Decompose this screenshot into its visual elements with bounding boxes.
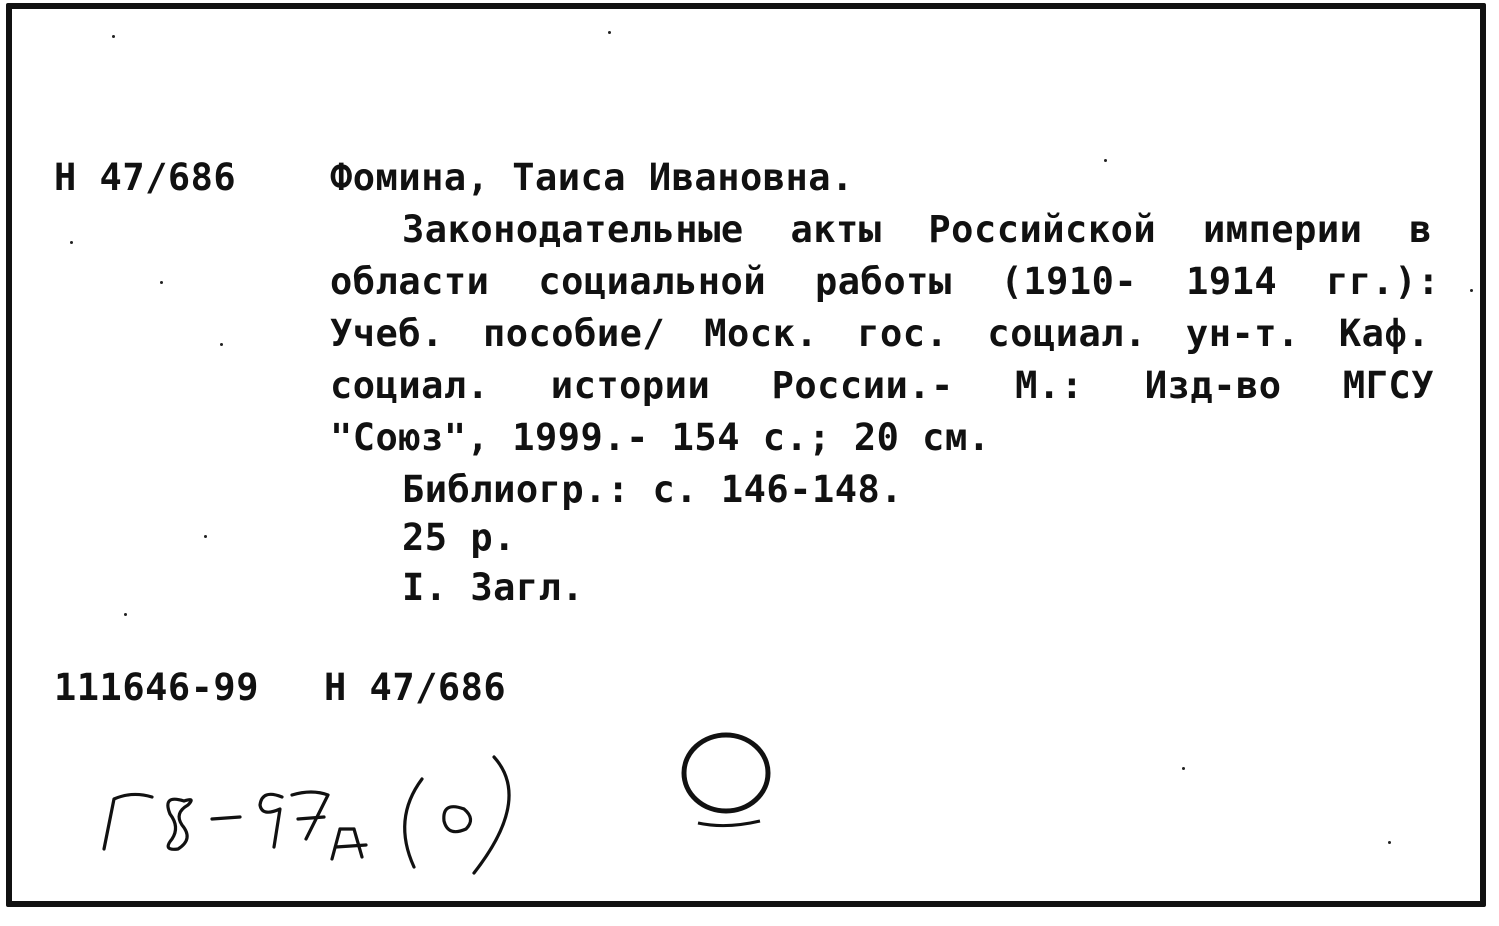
scan-speck [1388,841,1391,844]
handwritten-note [92,739,552,879]
scan-speck [1104,159,1107,162]
shelf-mark-footer: Н 47/686 [324,666,507,709]
scan-speck [1470,289,1473,292]
scan-speck [112,35,115,38]
scan-speck [124,613,127,616]
scan-speck [608,31,611,34]
catalog-card [6,3,1486,907]
author-heading: Фомина, Таиса Ивановна. [330,156,854,199]
scan-speck [1182,767,1185,770]
scan-speck [70,241,73,244]
bibliography-note: Библиогр.: с. 146-148. [402,468,904,511]
accession-number: 111646-99 [54,666,259,709]
scan-speck [204,535,207,538]
description-line-5: "Союз", 1999.- 154 с.; 20 см. [330,416,991,459]
scan-speck [220,343,223,346]
description-line-1: Законодательные акты Российской империи в [402,208,1432,251]
tracing: I. Загл. [402,566,585,609]
description-line-2: области социальной работы (1910- 1914 гг.): [330,260,1440,303]
description-line-3: Учеб. пособие/ Моск. гос. социал. ун-т. Каф. [330,312,1430,355]
circle-stamp-icon [672,721,782,841]
description-line-4: социал. истории России.- М.: Изд-во МГСУ [330,364,1434,407]
shelf-mark: Н 47/686 [54,156,237,199]
scan-speck [160,281,163,284]
price: 25 р. [402,516,516,559]
